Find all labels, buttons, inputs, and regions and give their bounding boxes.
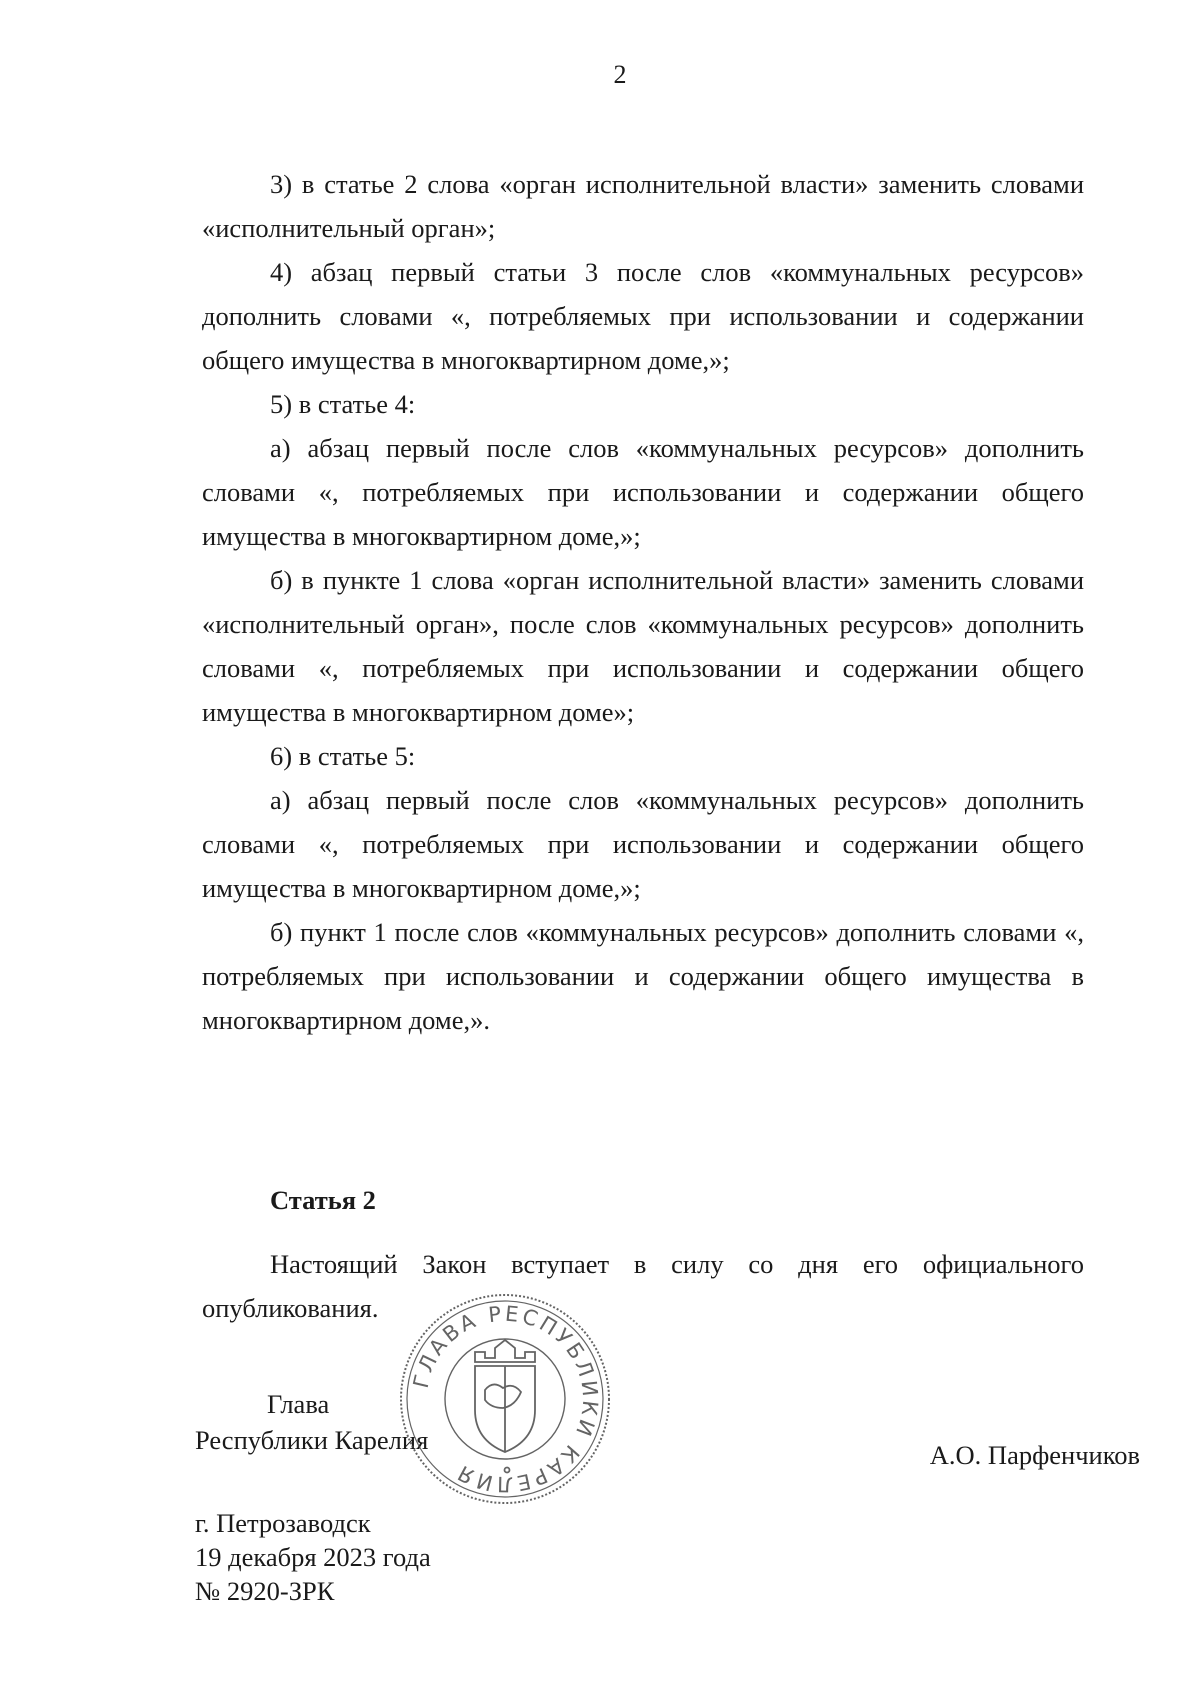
amendment-item-6a: а) абзац первый после слов «коммунальных ресурсов» дополнить словами «, потребляемых при использовании и содержании общего имущества в многоквартирном доме,»; bbox=[202, 785, 1084, 903]
official-seal-icon bbox=[395, 1290, 615, 1508]
signatory-position-line2: Республики Карелия bbox=[195, 1425, 429, 1455]
issue-place: г. Петрозаводск bbox=[195, 1508, 371, 1538]
signatory-name: А.О. Парфенчиков bbox=[929, 1440, 1140, 1470]
seal-text: ГЛАВА РЕСПУБЛИКИ КАРЕЛИЯ bbox=[408, 1301, 603, 1497]
amendment-item-5a: а) абзац первый после слов «коммунальных ресурсов» дополнить словами «, потребляемых при использовании и содержании общего имущества в многоквартирном доме,»; bbox=[202, 433, 1084, 551]
page-number: 2 bbox=[613, 60, 627, 89]
issue-details bbox=[195, 1506, 431, 1608]
amendment-item-4: 4) абзац первый статьи 3 после слов «коммунальных ресурсов» дополнить словами «, потребляемых при использовании и содержании общего имущества в многоквартирном доме,»; bbox=[202, 257, 1084, 375]
issue-number: № 2920-ЗРК bbox=[195, 1576, 335, 1606]
article-2-text: Настоящий Закон вступает в силу со дня его официального опубликования. bbox=[202, 1249, 1084, 1323]
amendment-item-6b: б) пункт 1 после слов «коммунальных ресурсов» дополнить словами «, потребляемых при использовании и содержании общего имущества в многоквартирном доме,». bbox=[202, 917, 1084, 1035]
article-2 bbox=[202, 1178, 1084, 1330]
amendment-item-5b: б) в пункте 1 слова «орган исполнительной власти» заменить словами «исполнительный орган», после слов «коммунальных ресурсов» дополнить словами «, потребляемых при использовании и содержании общего имущества в многоквартирном доме»; bbox=[202, 565, 1084, 727]
amendment-item-6: 6) в статье 5: bbox=[270, 741, 416, 771]
amendment-item-5: 5) в статье 4: bbox=[270, 389, 416, 419]
article-2-title: Статья 2 bbox=[270, 1185, 376, 1215]
issue-date: 19 декабря 2023 года bbox=[195, 1542, 431, 1572]
signatory-position-line1: Глава bbox=[267, 1389, 330, 1419]
signatory-position bbox=[195, 1386, 428, 1458]
amendment-item-3: 3) в статье 2 слова «орган исполнительной власти» заменить словами «исполнительный орган»; bbox=[202, 169, 1084, 243]
amendments-list bbox=[202, 162, 1084, 1042]
